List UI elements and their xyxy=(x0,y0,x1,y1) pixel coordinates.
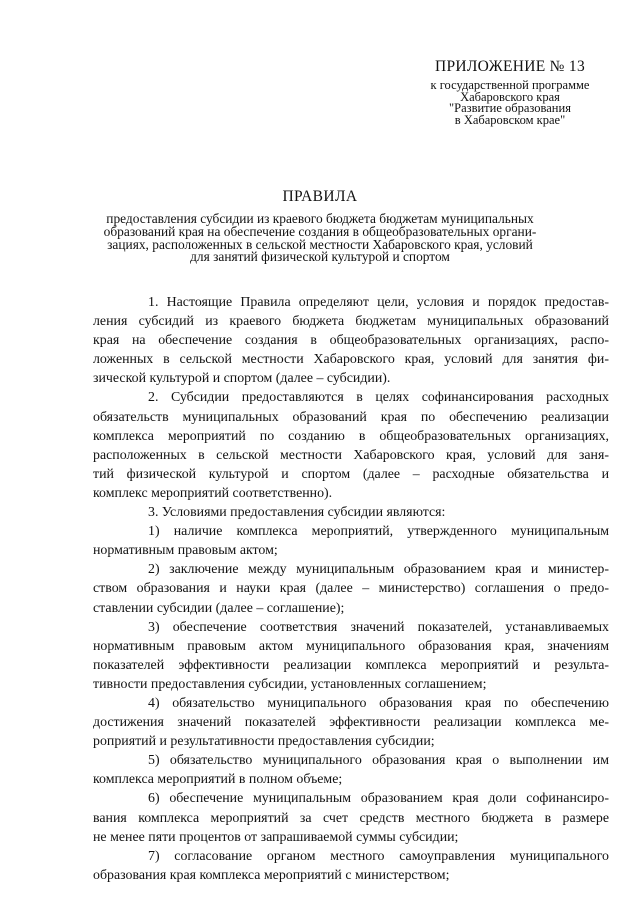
paragraph xyxy=(93,751,609,789)
appendix-line: к государственной программе xyxy=(430,78,590,92)
appendix-line: в Хабаровском крае" xyxy=(454,112,566,127)
document-title: ПРАВИЛА xyxy=(282,188,358,205)
paragraph-line: не менее пяти процентов от запрашиваемой суммы субсидии; xyxy=(93,829,459,845)
paragraph-line: 5) обязательство муниципального образования края о выполнении им xyxy=(148,753,609,769)
paragraph-line: роприятий и результативности предоставления субсидии; xyxy=(93,734,435,750)
paragraph-line: обязательств муниципальных образований края по обеспечению реализации xyxy=(93,409,609,425)
paragraph xyxy=(93,847,609,885)
paragraph-line: тий физической культурой и спортом (далее – расходные обязательства и xyxy=(93,466,609,482)
paragraph xyxy=(93,618,609,694)
paragraph-line: 2) заключение между муниципальным образованием края и министер- xyxy=(148,562,609,578)
subtitle-line: зациях, расположенных в сельской местности Хабаровского края, условий xyxy=(107,236,533,252)
paragraph-line: 4) обязательство муниципального образования края по обеспечению xyxy=(148,695,609,711)
paragraph-line: ством образования и науки края (далее – министерство) соглашения о предо- xyxy=(93,581,609,597)
paragraph-line: нормативным правовым актом; xyxy=(93,543,278,559)
paragraph-line: 1. Настоящие Правила определяют цели, условия и порядок предостав- xyxy=(148,295,609,310)
paragraph-line: образования края комплекса мероприятий с министерством; xyxy=(93,867,450,883)
paragraph-line: 7) согласование органом местного самоуправления муниципального xyxy=(148,848,609,864)
paragraph-line: зической культурой и спортом (далее – субсидии). xyxy=(93,371,391,387)
paragraph-line: 2. Субсидии предоставляются в целях софинансирования расходных xyxy=(148,390,609,406)
subtitle-line: для занятий физической культурой и спортом xyxy=(190,249,450,265)
paragraph-line: расположенных в сельской местности Хабаровского края, условий для заня- xyxy=(93,447,609,463)
paragraph-line: 1) наличие комплекса мероприятий, утвержденного муниципальным xyxy=(148,524,609,540)
document-body xyxy=(93,293,609,885)
paragraph xyxy=(93,293,609,388)
paragraph xyxy=(93,388,609,503)
paragraph-line: комплекса мероприятий в полном объеме; xyxy=(93,772,343,788)
paragraph-line: ления субсидий из краевого бюджета бюджетам муниципальных образований xyxy=(93,314,609,330)
paragraph-line: 3. Условиями предоставления субсидии являются: xyxy=(148,505,446,521)
appendix-line: "Развитие образования xyxy=(449,101,571,115)
paragraph xyxy=(93,503,609,522)
document-subtitle xyxy=(100,213,540,264)
appendix-header xyxy=(400,58,620,126)
paragraph-line: вания комплекса мероприятий за счет средств местного бюджета в размере xyxy=(93,810,609,826)
paragraph-line: нормативным правовым актом муниципального образования края, значениям xyxy=(93,638,609,654)
paragraph-line: показателей эффективности реализации комплекса мероприятий и результа- xyxy=(93,657,609,673)
paragraph-line: 6) обеспечение муниципальным образованием края доли софинансиро- xyxy=(148,791,609,807)
paragraph-line: ложенных в сельской местности Хабаровского края, условий для занятия фи- xyxy=(93,352,609,368)
paragraph-line: достижения значений показателей эффективности реализации комплекса ме- xyxy=(93,715,609,731)
paragraph-line: комплекса мероприятий по созданию в общеобразовательных организациях, xyxy=(93,428,609,444)
paragraph xyxy=(93,789,609,846)
appendix-title: ПРИЛОЖЕНИЕ № 13 xyxy=(434,58,586,75)
subtitle-line: предоставления субсидии из краевого бюджета бюджетам муниципальных xyxy=(106,211,534,226)
appendix-line: Хабаровского края xyxy=(460,89,560,104)
paragraph-line: тивности предоставления субсидии, установленных соглашением; xyxy=(93,676,487,692)
paragraph-line: ставлении субсидии (далее – соглашение); xyxy=(93,600,345,616)
paragraph xyxy=(93,522,609,560)
paragraph xyxy=(93,560,609,617)
paragraph-line: края на обеспечение создания в общеобразовательных организациях, распо- xyxy=(93,333,609,349)
paragraph-line: комплекс мероприятий соответственно). xyxy=(93,485,333,501)
paragraph xyxy=(93,694,609,751)
paragraph-line: 3) обеспечение соответствия значений показателей, устанавливаемых xyxy=(148,619,609,635)
subtitle-line: образований края на обеспечение создания в общеобразовательных органи- xyxy=(103,223,537,239)
